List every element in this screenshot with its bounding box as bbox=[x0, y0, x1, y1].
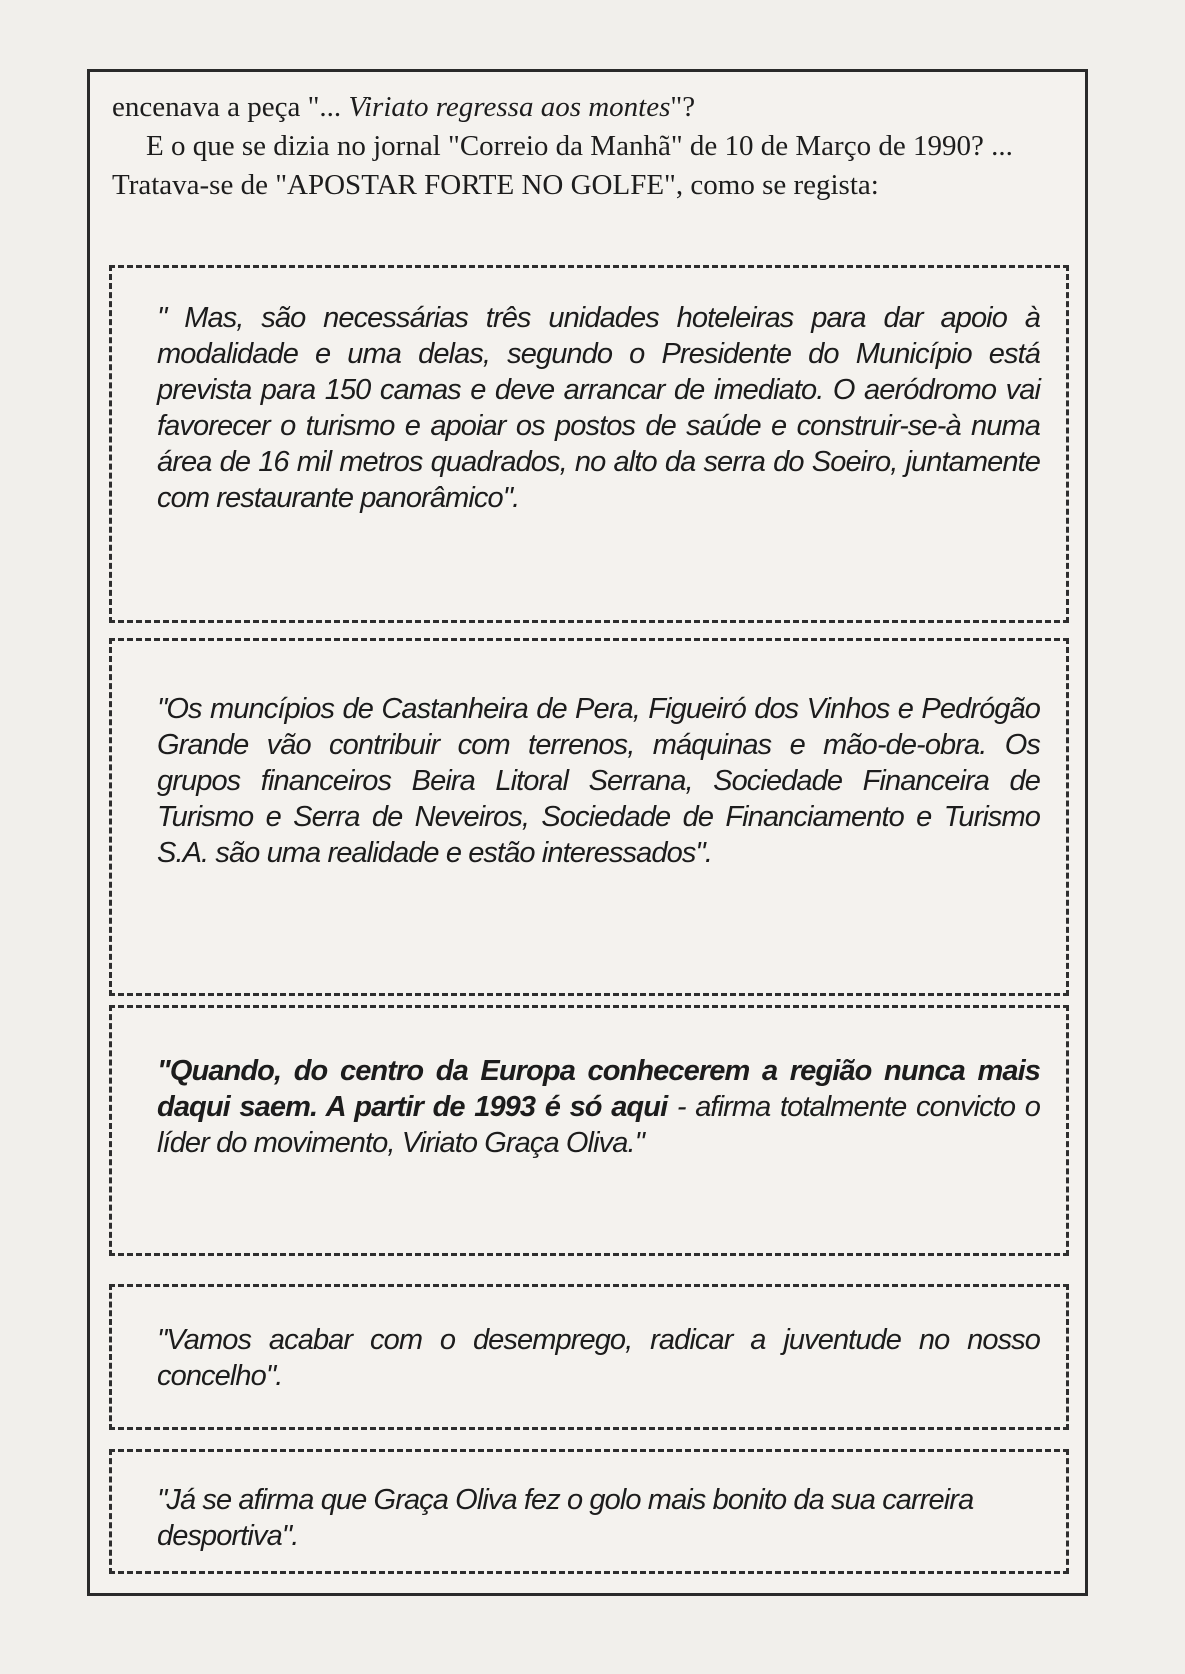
quote-bold-part: "Quando, do centro da Europa conhecerem a região nunca mais daqui saem. A partir de 1993 é só aqui bbox=[157, 1055, 1040, 1123]
quote-box-europe bbox=[109, 1005, 1069, 1256]
quote-text: " Mas, são necessárias três unidades hoteleiras para dar apoio à modalidade e uma delas, segundo o Presidente do Município está prevista para 150 camas e deve arrancar de imediato. O aeródromo vai favorecer o turismo e apoiar os postos de saúde e construir-se-à numa área de 16 mil metros quadrados, no alto da serra do Soeiro, juntamente com restaurante panorâmico". bbox=[157, 302, 1040, 514]
quote-box-municipalities bbox=[109, 638, 1069, 996]
quote-box-goal bbox=[109, 1449, 1069, 1574]
quote-text: "Os muncípios de Castanheira de Pera, Figueiró dos Vinhos e Pedrógão Grande vão contribuir com terrenos, máquinas e mão-de-obra. Os grupos financeiros Beira Litoral Serrana, Sociedade Financeira de Turismo e Serra de Neveiros, Sociedade de Financiamento e Turismo S.A. são uma realidade e estão interessados". bbox=[157, 693, 1040, 869]
quote-box-hotel-units bbox=[109, 265, 1069, 623]
quote-rest: - afirma totalmente convicto o líder do movimento, Viriato Graça Oliva." bbox=[157, 1091, 1040, 1159]
quote-text: "Já se afirma que Graça Oliva fez o golo mais bonito da sua carreira desportiva". bbox=[157, 1484, 974, 1552]
intro-text bbox=[112, 88, 1067, 205]
quote-box-unemployment bbox=[109, 1284, 1069, 1430]
quote-text bbox=[112, 1008, 1066, 1161]
play-title: Viriato regressa aos montes bbox=[348, 91, 671, 123]
quote-text: "Vamos acabar com o desemprego, radicar a juventude no nosso concelho". bbox=[157, 1324, 1040, 1392]
intro-paragraph: E o que se dizia no jornal "Correio da Manhã" de 10 de Março de 1990? ... Tratava-se de "APOSTAR FORTE NO GOLFE", como se regista: bbox=[112, 130, 1013, 201]
intro-line-1: encenava a peça "... Viriato regressa aos montes"? bbox=[112, 91, 696, 123]
